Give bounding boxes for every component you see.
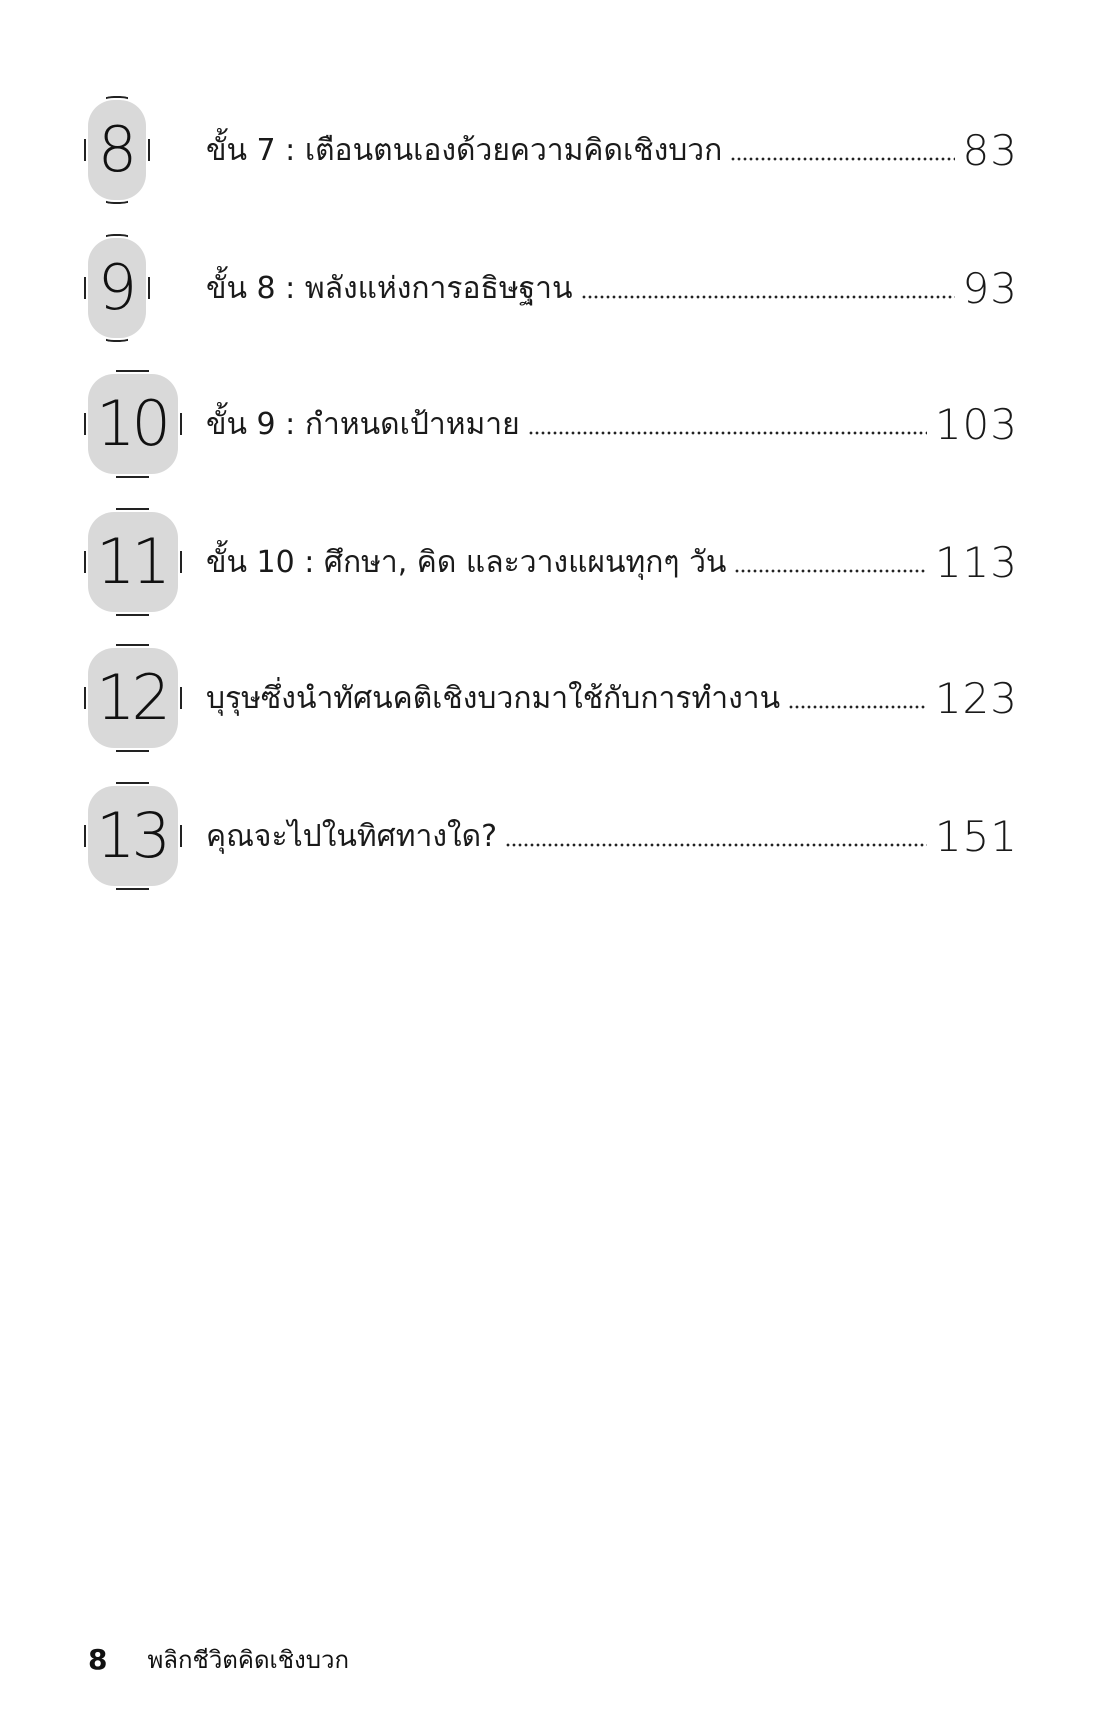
page-reference: 93	[962, 263, 1018, 313]
chapter-number-badge	[88, 786, 178, 886]
chapter-number-badge	[88, 100, 146, 200]
page-reference: 103	[934, 399, 1018, 449]
page-reference: 123	[934, 673, 1018, 723]
toc-entry-line	[206, 238, 1018, 338]
page-reference: 113	[934, 537, 1018, 587]
page-footer	[88, 1640, 349, 1679]
dot-leader	[528, 431, 927, 435]
dot-leader	[734, 569, 926, 573]
chapter-number: 9	[97, 251, 134, 324]
toc-entry[interactable]	[88, 100, 1018, 200]
chapter-number: 13	[96, 799, 167, 872]
chapter-title: คุณจะไปในทิศทางใด?	[206, 818, 498, 854]
chapter-title: ขั้น 7 : เตือนตนเองด้วยความคิดเชิงบวก	[206, 132, 723, 168]
toc-entry-line	[206, 100, 1018, 200]
toc-entry[interactable]	[88, 786, 1018, 886]
chapter-number-badge	[88, 512, 178, 612]
chapter-number: 11	[96, 525, 167, 598]
chapter-number: 10	[96, 387, 167, 460]
dot-leader	[788, 705, 927, 709]
chapter-title: บุรุษซึ่งนำทัศนคติเชิงบวกมาใช้กับการทำงาน	[206, 680, 781, 716]
toc-entry-line	[206, 648, 1018, 748]
page-reference: 83	[962, 125, 1018, 175]
chapter-number: 12	[96, 661, 167, 734]
chapter-number-badge	[88, 238, 146, 338]
dot-leader	[505, 843, 927, 847]
chapter-number: 8	[97, 113, 134, 186]
toc-entry[interactable]	[88, 238, 1018, 338]
toc-entry-line	[206, 374, 1018, 474]
toc-entry-line	[206, 786, 1018, 886]
toc-entry[interactable]	[88, 648, 1018, 748]
toc-entry[interactable]	[88, 512, 1018, 612]
chapter-number-badge	[88, 374, 178, 474]
chapter-title: ขั้น 10 : ศึกษา, คิด และวางแผนทุกๆ วัน	[206, 544, 727, 580]
dot-leader	[730, 157, 954, 161]
chapter-title: ขั้น 9 : กำหนดเป้าหมาย	[206, 406, 520, 442]
footer-book-title: พลิกชีวิตคิดเชิงบวก	[147, 1646, 349, 1674]
page-reference: 151	[934, 811, 1018, 861]
chapter-number-badge	[88, 648, 178, 748]
dot-leader	[581, 295, 955, 299]
footer-page-number: 8	[88, 1643, 108, 1676]
toc-entry[interactable]	[88, 374, 1018, 474]
toc-entry-line	[206, 512, 1018, 612]
chapter-title: ขั้น 8 : พลังแห่งการอธิษฐาน	[206, 270, 573, 306]
